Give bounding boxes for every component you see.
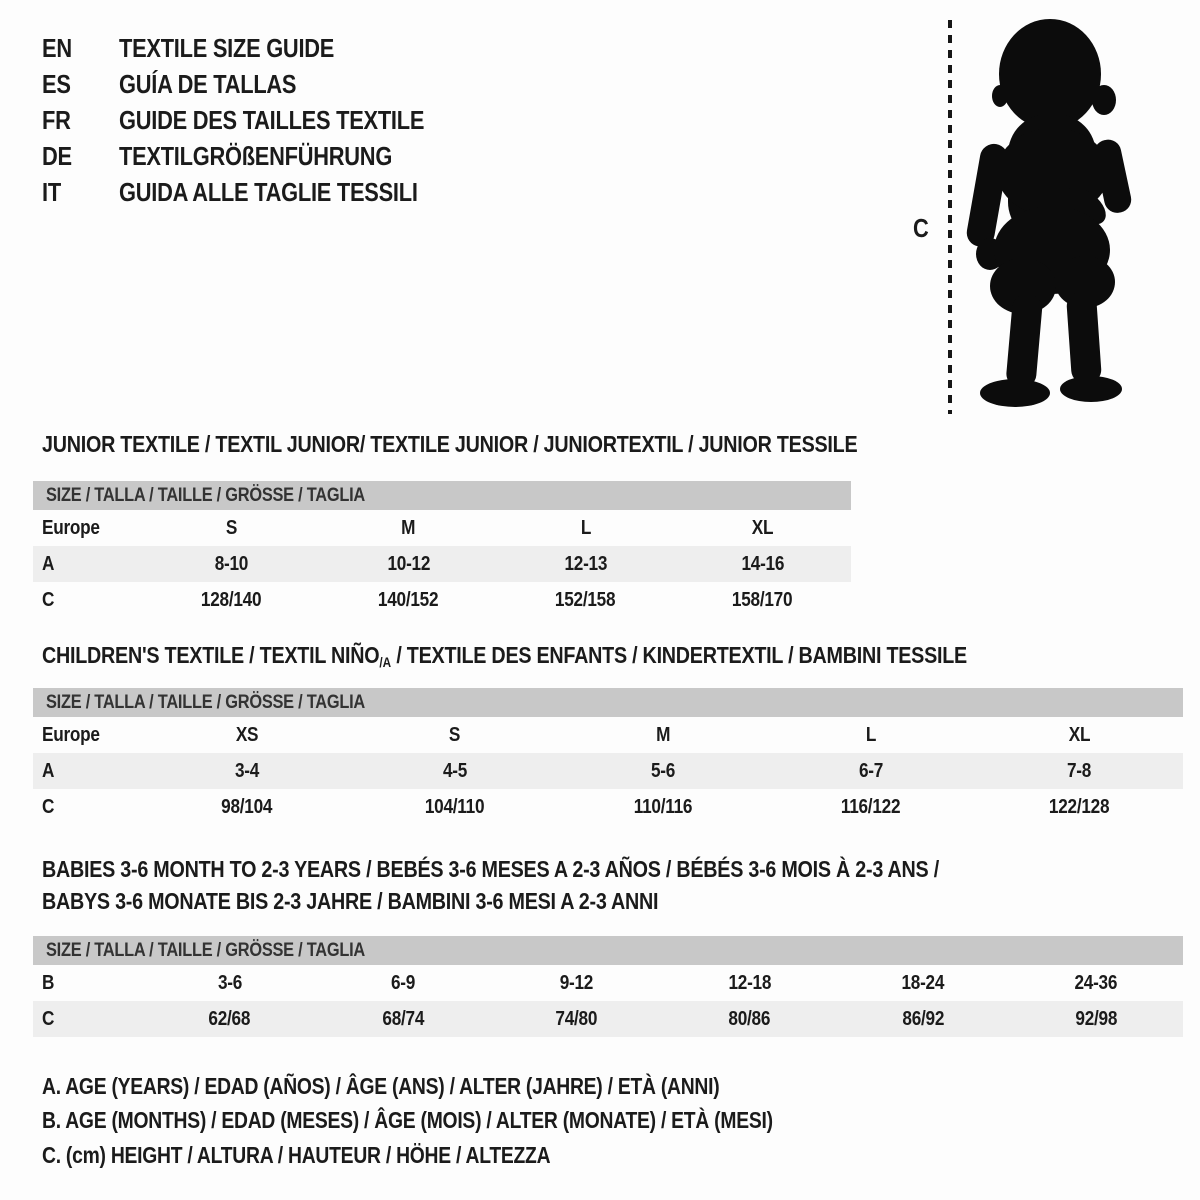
table-row-age	[33, 546, 851, 582]
table-row-months	[33, 965, 1183, 1001]
junior-title-text: JUNIOR TEXTILE / TEXTIL JUNIOR/ TEXTILE JUNIOR / JUNIORTEXTIL / JUNIOR TESSILE	[42, 431, 858, 457]
cell-value: 86/92	[902, 1007, 944, 1030]
row-label: Europe	[42, 723, 100, 746]
height-measure-dashed-line	[948, 20, 952, 414]
row-label: A	[42, 759, 55, 782]
cell-value: 14-16	[741, 552, 784, 575]
junior-size-table	[33, 481, 851, 618]
cell-value: 128/140	[201, 588, 262, 611]
measure-c-label	[913, 213, 931, 244]
cell-value: 122/128	[1048, 795, 1110, 818]
children-title-prefix: CHILDREN'S TEXTILE / TEXTIL NIÑO	[42, 642, 380, 668]
cell-value: 4-5	[442, 759, 468, 782]
size-header-label: SIZE / TALLA / TAILLE / GRÖSSE / TAGLIA	[46, 691, 365, 713]
table-row-height	[33, 789, 1183, 825]
cell-value: 12-13	[564, 552, 607, 575]
babies-section-title	[42, 853, 1110, 917]
cell-value: M	[655, 723, 671, 746]
cell-value: 6-7	[858, 759, 884, 782]
cell-value: XL	[1068, 723, 1090, 746]
language-row-en	[42, 30, 482, 66]
cell-value: 8-10	[214, 552, 249, 575]
language-row-de	[42, 138, 482, 174]
language-title: GUÍA DE TALLAS	[119, 68, 297, 99]
cell-value: 12-18	[728, 971, 771, 994]
language-code: EN	[42, 32, 72, 63]
row-label: C	[42, 795, 55, 818]
table-row-height	[33, 582, 851, 618]
cell-value: L	[580, 516, 591, 539]
size-header-label: SIZE / TALLA / TAILLE / GRÖSSE / TAGLIA	[46, 939, 365, 961]
language-row-it	[42, 174, 482, 210]
cell-value: L	[865, 723, 877, 746]
row-label: B	[42, 971, 55, 994]
legend-text: B. AGE (MONTHS) / EDAD (MESES) / ÂGE (MOIS) / ALTER (MONATE) / ETÀ (MESI)	[42, 1107, 773, 1134]
babies-title-line1: BABIES 3-6 MONTH TO 2-3 YEARS / BEBÉS 3-6 MESES A 2-3 AÑOS / BÉBÉS 3-6 MOIS À 2-3 ANS /	[42, 856, 939, 882]
cell-value: 9-12	[559, 971, 594, 994]
language-row-es	[42, 66, 482, 102]
toddler-silhouette-icon	[963, 14, 1139, 425]
language-list	[42, 30, 482, 210]
measure-c-text: C	[913, 213, 929, 243]
babies-size-table	[33, 936, 1183, 1037]
cell-value: 6-9	[390, 971, 416, 994]
cell-value: S	[449, 723, 461, 746]
cell-value: 24-36	[1074, 971, 1118, 994]
language-code: DE	[42, 140, 72, 171]
language-title: GUIDA ALLE TAGLIE TESSILI	[119, 176, 418, 207]
cell-value: 80/86	[728, 1007, 771, 1030]
cell-value: 5-6	[650, 759, 676, 782]
junior-section-title	[42, 431, 1013, 457]
language-title: TEXTILE SIZE GUIDE	[119, 32, 335, 63]
children-title-suffix: / TEXTILE DES ENFANTS / KINDERTEXTIL / BAMBINI TESSILE	[391, 642, 967, 668]
cell-value: 3-6	[217, 971, 242, 994]
cell-value: 3-4	[234, 759, 260, 782]
row-label: C	[42, 588, 55, 611]
cell-value: 116/122	[841, 795, 901, 818]
children-title-subscript: /A	[379, 654, 392, 670]
cell-value: 98/104	[221, 795, 273, 818]
row-label: Europe	[42, 516, 100, 539]
size-header-bar	[33, 936, 1183, 965]
cell-value: 68/74	[382, 1007, 424, 1030]
cell-value: 7-8	[1066, 759, 1092, 782]
table-row-age	[33, 753, 1183, 789]
table-row-europe	[33, 510, 851, 546]
cell-value: 18-24	[901, 971, 945, 994]
table-row-europe	[33, 717, 1183, 753]
language-code: IT	[42, 176, 61, 207]
language-row-fr	[42, 102, 482, 138]
children-size-table	[33, 688, 1183, 825]
children-section-title	[42, 642, 1143, 675]
legend-text: C. (cm) HEIGHT / ALTURA / HAUTEUR / HÖHE / ALTEZZA	[42, 1141, 551, 1168]
legend-line-c	[42, 1138, 912, 1173]
language-code: FR	[42, 104, 71, 135]
cell-value: XS	[235, 723, 259, 746]
cell-value: 74/80	[555, 1007, 598, 1030]
language-code: ES	[42, 68, 71, 99]
cell-value: 62/68	[208, 1007, 251, 1030]
cell-value: 152/158	[555, 588, 616, 611]
row-label: C	[42, 1007, 55, 1030]
language-title: TEXTILGRÖßENFÜHRUNG	[119, 140, 393, 171]
cell-value: XL	[751, 516, 774, 539]
language-title: GUIDE DES TAILLES TEXTILE	[119, 104, 425, 135]
babies-title-line2: BABYS 3-6 MONATE BIS 2-3 JAHRE / BAMBINI 3-6 MESI A 2-3 ANNI	[42, 888, 659, 914]
size-header-bar	[33, 481, 851, 510]
cell-value: M	[401, 516, 416, 539]
cell-value: 140/152	[378, 588, 439, 611]
row-label: A	[42, 552, 55, 575]
legend	[42, 1069, 912, 1173]
size-header-label: SIZE / TALLA / TAILLE / GRÖSSE / TAGLIA	[46, 484, 365, 506]
legend-text: A. AGE (YEARS) / EDAD (AÑOS) / ÂGE (ANS) / ALTER (JAHRE) / ETÀ (ANNI)	[42, 1072, 720, 1099]
cell-value: 10-12	[387, 552, 430, 575]
size-header-bar	[33, 688, 1183, 717]
legend-line-b	[42, 1104, 912, 1139]
cell-value: 110/116	[633, 795, 693, 818]
table-row-height	[33, 1001, 1183, 1037]
cell-value: S	[225, 516, 238, 539]
cell-value: 158/170	[732, 588, 793, 611]
cell-value: 92/98	[1075, 1007, 1118, 1030]
cell-value: 104/110	[425, 795, 485, 818]
legend-line-a	[42, 1069, 912, 1104]
